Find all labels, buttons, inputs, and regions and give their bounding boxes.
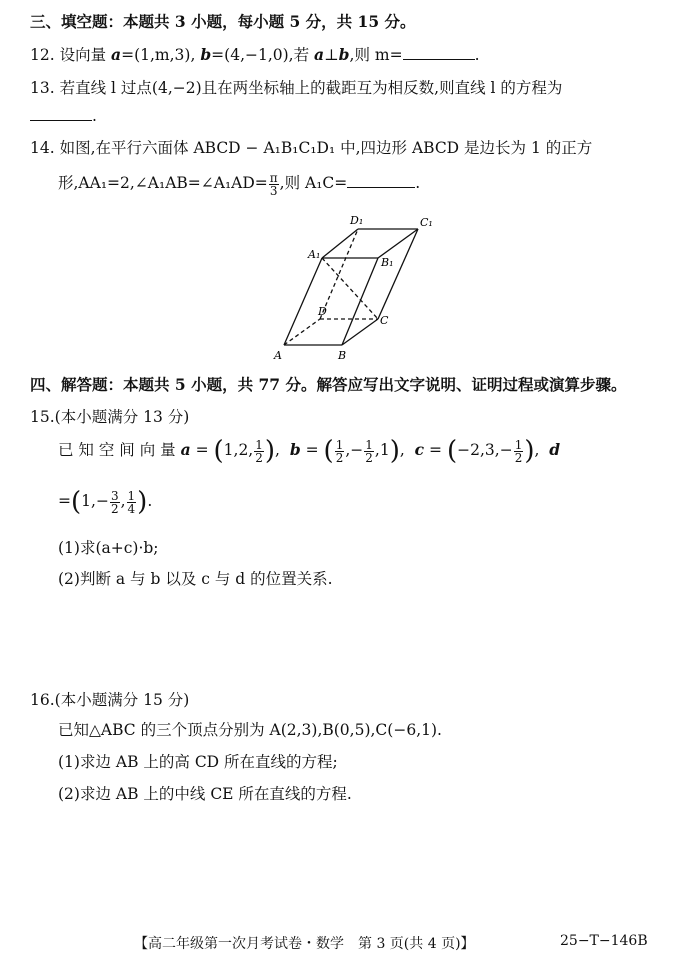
footer-title: 【高二年级第一次月考试卷・数学 第 3 页(共 4 页)】 [134, 936, 475, 952]
question-16-header [30, 688, 189, 710]
paren-open: ( [323, 436, 334, 466]
q12-pre: 设向量 [59, 46, 107, 64]
q15-points: (本小题满分 13 分) [54, 408, 190, 426]
paren-close: ) [264, 436, 276, 466]
q13-end: . [92, 107, 97, 125]
eq-sign: = [305, 441, 319, 459]
paren-open: ( [213, 436, 224, 466]
frac-one-half [514, 439, 524, 464]
paren-open: ( [71, 487, 82, 517]
label-D1: D₁ [350, 214, 364, 227]
q14-text2a: 形,AA₁=2,∠A₁AB=∠A₁AD= [58, 174, 268, 192]
q15-intro: 已 知 空 间 向 量 [58, 441, 176, 459]
q14-text2b: ,则 A₁C= [279, 174, 348, 192]
comma: , [534, 441, 540, 459]
frac-den: 2 [365, 450, 373, 465]
frac-num: 1 [514, 437, 523, 452]
frac-one-half [254, 439, 264, 464]
eq-sign: = [429, 441, 443, 459]
paren-close: ) [389, 436, 400, 466]
frac-one-half [335, 439, 345, 464]
q16-intro: 已知△ABC 的三个顶点分别为 A(2,3),B(0,5),C(−6,1). [58, 721, 442, 739]
q16-part2: (2)求边 AB 上的中线 CE 所在直线的方程. [58, 785, 352, 803]
paren-open: ( [446, 436, 458, 466]
q15-vector-a: a [180, 440, 191, 459]
q15-part2: (2)判断 a 与 b 以及 c 与 d 的位置关系. [58, 570, 333, 588]
q14-number: 14. [30, 139, 55, 157]
d-components: 1,− [81, 492, 109, 510]
q12-end: . [474, 46, 480, 64]
section3-heading: 三、填空题：本题共 3 小题，每小题 5 分，共 15 分。 [30, 12, 416, 31]
q14-text1: 如图,在平行六面体 ABCD − A₁B₁C₁D₁ 中,四边形 ABCD 是边长为 1 的正方 [59, 139, 593, 157]
q15-vector-c: c [414, 440, 425, 459]
a-components: 1,2, [223, 441, 254, 459]
comma: , [399, 441, 405, 459]
q12-post: ,则 m= [349, 46, 403, 64]
frac-num: 1 [127, 488, 136, 503]
q14-line2 [58, 171, 420, 197]
frac-den: 3 [269, 183, 278, 198]
eq-sign: = [195, 441, 209, 459]
q15-number: 15. [30, 408, 55, 426]
comma: , [275, 441, 280, 459]
c-components: −2,3,− [457, 441, 513, 459]
frac-den: 2 [335, 450, 344, 465]
q16-points: (本小题满分 15 分) [54, 691, 190, 709]
q13-text: 若直线 l 过点(4,−2)且在两坐标轴上的截距互为相反数,则直线 l 的方程为 [59, 79, 563, 97]
frac-num: π [269, 170, 278, 185]
comma: , [120, 492, 126, 510]
frac-three-halves [110, 490, 120, 515]
b-mid: ,− [345, 441, 364, 459]
q12-number: 12. [30, 46, 55, 64]
label-A1: A₁ [308, 248, 321, 261]
frac-num: 1 [255, 437, 263, 452]
frac-one-quarter [127, 490, 137, 515]
q13-answer-line [30, 106, 97, 125]
period: . [147, 492, 153, 510]
label-A: A [274, 349, 282, 362]
label-C1: C₁ [420, 216, 433, 229]
label-C: C [380, 314, 389, 327]
question-15-header [30, 405, 189, 427]
q15-vector-b: b [289, 440, 301, 459]
q12-b-expr: =(4,−1,0),若 [211, 46, 310, 64]
label-D: D [318, 305, 327, 318]
label-B: B [338, 349, 347, 362]
question-13 [30, 76, 562, 98]
section4-heading: 四、解答题：本题共 5 小题，共 77 分。解答应写出文字说明、证明过程或演算步骤。 [30, 375, 627, 394]
eq-sign: = [58, 492, 71, 510]
q15-vectors-line1 [58, 436, 560, 466]
pi-over-3 [269, 172, 279, 197]
frac-den: 2 [110, 501, 119, 516]
frac-den: 4 [127, 501, 136, 516]
q15-part1: (1)求(a+c)·b; [58, 539, 159, 557]
q15-vectors-line2 [58, 487, 152, 517]
q13-answer-blank[interactable] [30, 106, 92, 121]
q12-a-expr: =(1,m,3), [121, 46, 196, 64]
frac-num: 1 [365, 437, 373, 452]
q13-number: 13. [30, 79, 55, 97]
frac-num: 1 [335, 437, 344, 452]
question-12 [30, 43, 480, 65]
vector-b: b [200, 45, 212, 64]
paren-close: ) [524, 436, 535, 466]
paren-close: ) [137, 487, 148, 517]
q15-vector-d: d [549, 440, 561, 459]
frac-den: 2 [255, 450, 263, 465]
label-B1: B₁ [381, 256, 394, 269]
vector-a-2: a [314, 45, 325, 64]
q16-number: 16. [30, 691, 55, 709]
q14-answer-blank[interactable] [347, 173, 415, 188]
b-end: ,1 [374, 441, 390, 459]
frac-one-half [364, 439, 374, 464]
vector-b-2: b [338, 45, 350, 64]
parallelepiped-figure [270, 212, 440, 362]
frac-den: 2 [514, 450, 523, 465]
q14-end: . [415, 174, 421, 192]
vector-a: a [111, 45, 122, 64]
question-14 [30, 136, 592, 158]
perp-symbol: ⊥ [324, 46, 339, 64]
footer-code: 25−T−146B [560, 933, 648, 949]
q16-part1: (1)求边 AB 上的高 CD 所在直线的方程; [58, 753, 338, 771]
q12-answer-blank[interactable] [403, 45, 475, 60]
frac-num: 3 [110, 488, 119, 503]
